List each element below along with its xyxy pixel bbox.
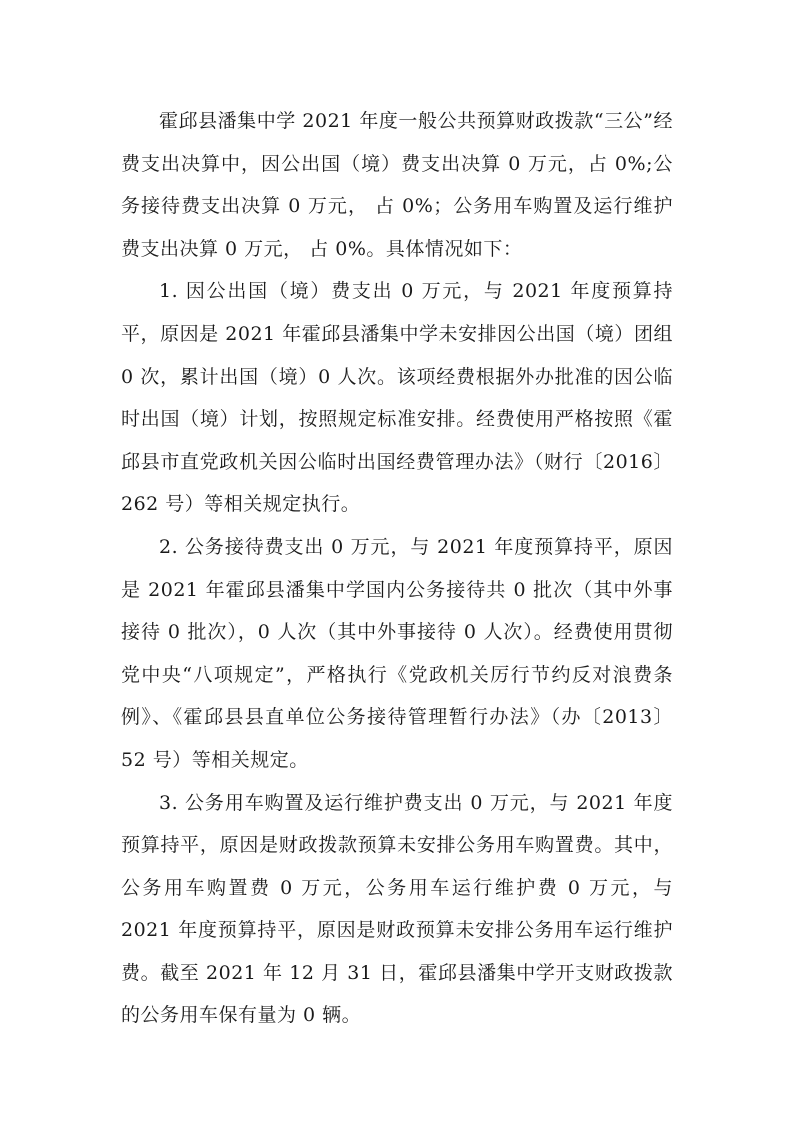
paragraph-official-reception: 2. 公务接待费支出 0 万元，与 2021 年度预算持平，原因是 2021 年霍邱县潘集中学国内公务接待共 0 批次（其中外事接待 0 批次），0 人次（其中外事接待 0 人次）。经费使用贯彻党中央“八项规定”，严格执行《党政机关厉行节约反对浪费条例》、《霍邱县县直单位公务接待管理暂行办法》（办〔2013〕52 号）等相关规定。 xyxy=(121,535,673,771)
paragraph-summary: 霍邱县潘集中学 2021 年度一般公共预算财政拨款“三公”经费支出决算中，因公出国（境）费支出决算 0 万元，占 0%;公务接待费支出决算 0 万元， 占 0%；公务用车购置及运行维护费支出决算 0 万元， 占 0%。具体情况如下： xyxy=(121,110,673,260)
paragraph-official-vehicles: 3. 公务用车购置及运行维护费支出 0 万元，与 2021 年度预算持平，原因是财政拨款预算未安排公务用车购置费。其中，公务用车购置费 0 万元，公务用车运行维护费 0 万元，与 2021 年度预算持平，原因是财政预算未安排公务用车运行维护费。截至 2021 年 12 月 31 日，霍邱县潘集中学开支财政拨款的公务用车保有量为 0 辆。 xyxy=(121,791,673,1027)
paragraph-overseas-travel: 1. 因公出国（境）费支出 0 万元，与 2021 年度预算持平，原因是 2021 年霍邱县潘集中学未安排因公出国（境）团组 0 次，累计出国（境）0 人次。该项经费根据外办批准的因公临时出国（境）计划，按照规定标准安排。经费使用严格按照《霍邱县市直党政机关因公临时出国经费管理办法》（财行〔2016〕262 号）等相关规定执行。 xyxy=(121,280,673,516)
document-body xyxy=(121,100,673,1037)
